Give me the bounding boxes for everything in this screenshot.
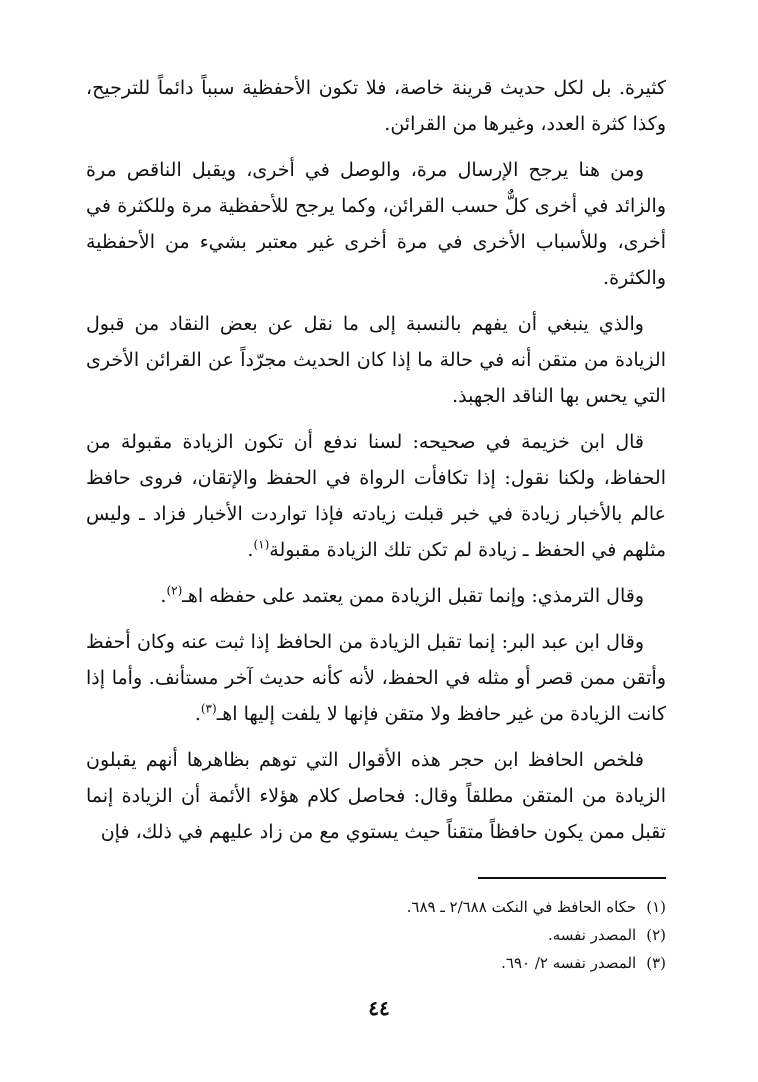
footnote-ref-2[interactable]: (٢)	[166, 583, 183, 598]
page-number: ٤٤	[368, 996, 390, 1020]
paragraph-5-tail: .	[160, 585, 167, 607]
footnote-1-number: (١)	[646, 898, 666, 916]
footnote-3	[86, 949, 666, 977]
paragraph-ibn-khuzayma	[86, 424, 666, 568]
footnote-3-number: (٣)	[646, 954, 666, 972]
paragraph-3-text: والذي ينبغي أن يفهم بالنسبة إلى ما نقل عن بعض النقاد من قبول الزيادة من متقن أنه في حالة ما إذا كان الحديث مجرّداً عن القرائن الأخرى التي يحس بها الناقد الجهبذ.	[86, 313, 666, 407]
paragraph-1	[86, 70, 666, 142]
paragraph-2	[86, 152, 666, 296]
paragraph-5-text: وقال الترمذي: وإنما تقبل الزيادة ممن يعتمد على حفظه اهـ	[182, 585, 644, 607]
footnote-2-number: (٢)	[646, 926, 666, 944]
footnote-ref-3[interactable]: (٣)	[200, 701, 217, 716]
paragraph-7-text: فلخص الحافظ ابن حجر هذه الأقوال التي توهم بظاهرها أنهم يقبلون الزيادة من المتقن مطلقاً وقال: فحاصل كلام هؤلاء الأئمة أن الزيادة إنما تقبل ممن يكون حافظاً متقناً حيث يستوي مع من زاد عليهم في ذلك، فإن	[86, 749, 666, 843]
paragraph-6-text: وقال ابن عبد البر: إنما تقبل الزيادة من الحافظ إذا ثبت عنه وكان أحفظ وأتقن ممن قصر أو مثله في الحفظ، لأنه كأنه حديث آخر مستأنف. وأما إذا كانت الزيادة من غير حافظ ولا متقن فإنها لا يلفت إليها اهـ	[86, 631, 666, 725]
paragraph-tirmidhi	[86, 578, 666, 614]
footnote-3-text: المصدر نفسه ٢/ ٦٩٠.	[501, 954, 637, 972]
paragraph-ibn-abd-al-barr	[86, 624, 666, 732]
footnotes	[86, 893, 666, 977]
footnote-2-text: المصدر نفسه.	[547, 926, 637, 944]
paragraph-4-tail: .	[247, 539, 254, 561]
paragraph-4-text: قال ابن خزيمة في صحيحه: لسنا ندفع أن تكون الزيادة مقبولة من الحفاظ، ولكنا نقول: إذا تكافأت الرواة في الحفظ والإتقان، فروى حافظ عالم بالأخبار زيادة في خبر قبلت زيادته فإذا تواردت الأخبار فزاد ـ وليس مثلهم في الحفظ ـ زيادة لم تكن تلك الزيادة مقبولة	[86, 431, 666, 561]
footnote-ref-1[interactable]: (١)	[253, 537, 270, 552]
footnote-divider	[478, 877, 666, 879]
footnote-2	[86, 921, 666, 949]
body-text	[86, 70, 666, 860]
footnote-1	[86, 893, 666, 921]
paragraph-2-text: ومن هنا يرجح الإرسال مرة، والوصل في أخرى، ويقبل الناقص مرة والزائد في أخرى كلٌّ حسب القرائن، وكما يرجح للأحفظية مرة وللكثرة في أخرى، وللأسباب الأخرى في مرة أخرى غير معتبر بشيء من الأحفظية والكثرة.	[86, 159, 666, 289]
paragraph-6-tail: .	[194, 703, 201, 725]
paragraph-ibn-hajar	[86, 742, 666, 850]
footnote-1-text: حكاه الحافظ في النكت ٢/٦٨٨ ـ ٦٨٩.	[406, 898, 637, 916]
paragraph-1-text: كثيرة. بل لكل حديث قرينة خاصة، فلا تكون الأحفظية سبباً دائماً للترجيح، وكذا كثرة العدد، وغيرها من القرائن.	[86, 77, 666, 135]
paragraph-3	[86, 306, 666, 414]
